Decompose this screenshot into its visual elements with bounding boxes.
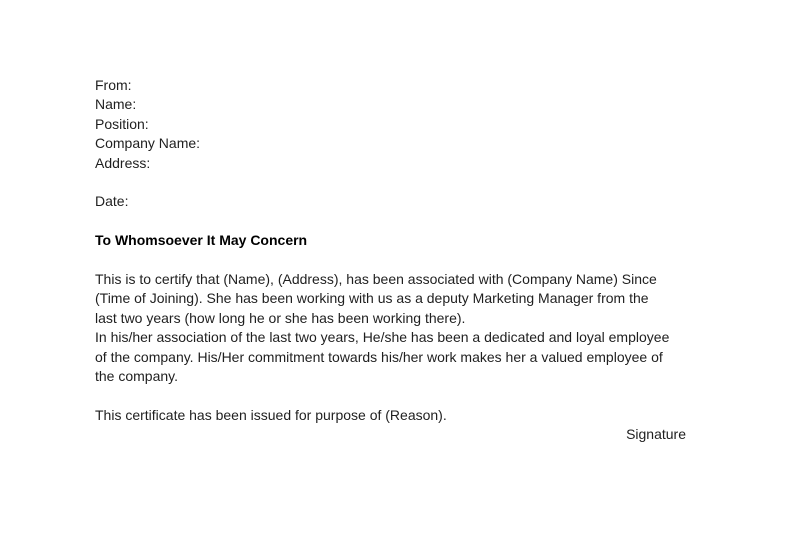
date-label: Date: (95, 193, 129, 210)
body-line: the company. (95, 368, 179, 385)
body-line: last two years (how long he or she has been working there). (95, 309, 466, 326)
name-label: Name: (95, 96, 137, 113)
spacer (95, 212, 705, 231)
closing-text: This certificate has been issued for purpose of (Reason). (95, 406, 447, 423)
letter-heading: To Whomsoever It May Concern (95, 232, 308, 249)
body-line: In his/her association of the last two years, He/she has been a dedicated and loyal employee (95, 329, 670, 346)
signature-label: Signature (626, 426, 686, 443)
body-line: (Time of Joining). She has been working with us as a deputy Marketing Manager from the (95, 290, 649, 307)
sender-block (95, 76, 705, 173)
position-label: Position: (95, 115, 149, 132)
from-label: From: (95, 77, 132, 93)
spacer (95, 251, 705, 270)
address-label: Address: (95, 154, 151, 171)
body-line: This is to certify that (Name), (Address), has been associated with (Company Name) Since (95, 271, 657, 288)
letter-body (95, 270, 705, 386)
company-name-label: Company Name: (95, 135, 201, 152)
body-line: of the company. His/Her commitment towards his/her work makes her a valued employee of (95, 348, 663, 365)
certificate-document (95, 76, 705, 445)
spacer (95, 173, 705, 192)
spacer (95, 386, 705, 405)
